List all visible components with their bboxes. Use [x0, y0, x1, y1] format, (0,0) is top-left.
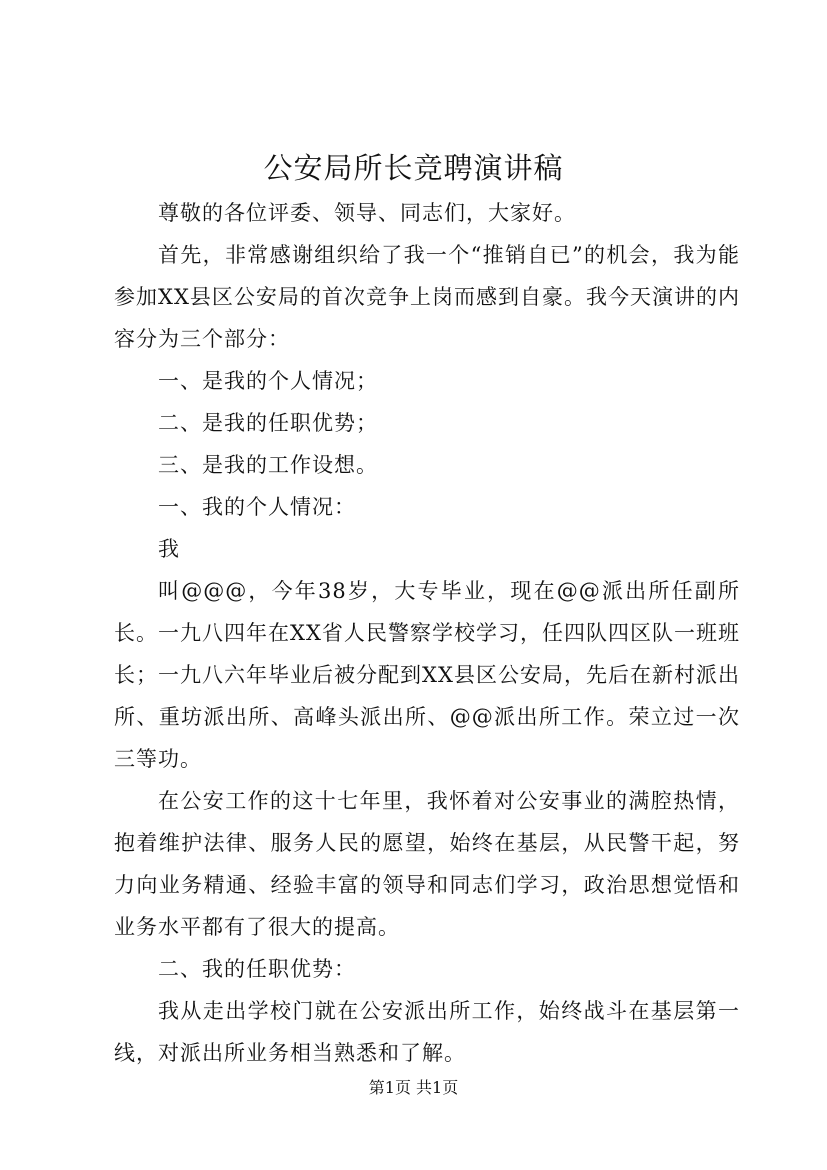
paragraph-background: 叫@@@，今年38岁，大专毕业，现在@@派出所任副所长。一九八四年在XX省人民警察学校学习，任四队四区队一班班长；一九八六年毕业后被分配到XX县区公安局，先后在新村派出所、重坊派出所、高峰头派出所、@@派出所工作。荣立过一次三等功。 [114, 579, 740, 771]
section-heading-personal: 一、我的个人情况： [158, 495, 356, 519]
page-footer: 第1页 共1页 [368, 1078, 459, 1097]
section-heading-advantages: 二、我的任职优势： [158, 957, 356, 981]
document-title: 公安局所长竞聘演讲稿 [263, 151, 564, 185]
paragraph-outline-2: 二、是我的任职优势； [158, 411, 378, 435]
paragraph-greeting: 尊敬的各位评委、领导、同志们，大家好。 [158, 201, 576, 225]
paragraph-experience: 在公安工作的这十七年里，我怀着对公安事业的满腔热情，抱着维护法律、服务人民的愿望，始终在基层，从民警干起，努力向业务精通、经验丰富的领导和同志们学习，政治思想觉悟和业务水平都有了很大的提高。 [114, 789, 740, 939]
document-body [114, 192, 740, 1074]
paragraph-intro: 首先，非常感谢组织给了我一个“推销自已”的机会，我为能参加XX县区公安局的首次竞争上岗而感到自豪。我今天演讲的内容分为三个部分： [114, 243, 740, 351]
paragraph-outline-1: 一、是我的个人情况； [158, 369, 378, 393]
paragraph-advantages: 我从走出学校门就在公安派出所工作，始终战斗在基层第一线，对派出所业务相当熟悉和了解。 [114, 999, 740, 1065]
paragraph-me: 我 [158, 537, 180, 561]
paragraph-outline-3: 三、是我的工作设想。 [158, 453, 378, 477]
